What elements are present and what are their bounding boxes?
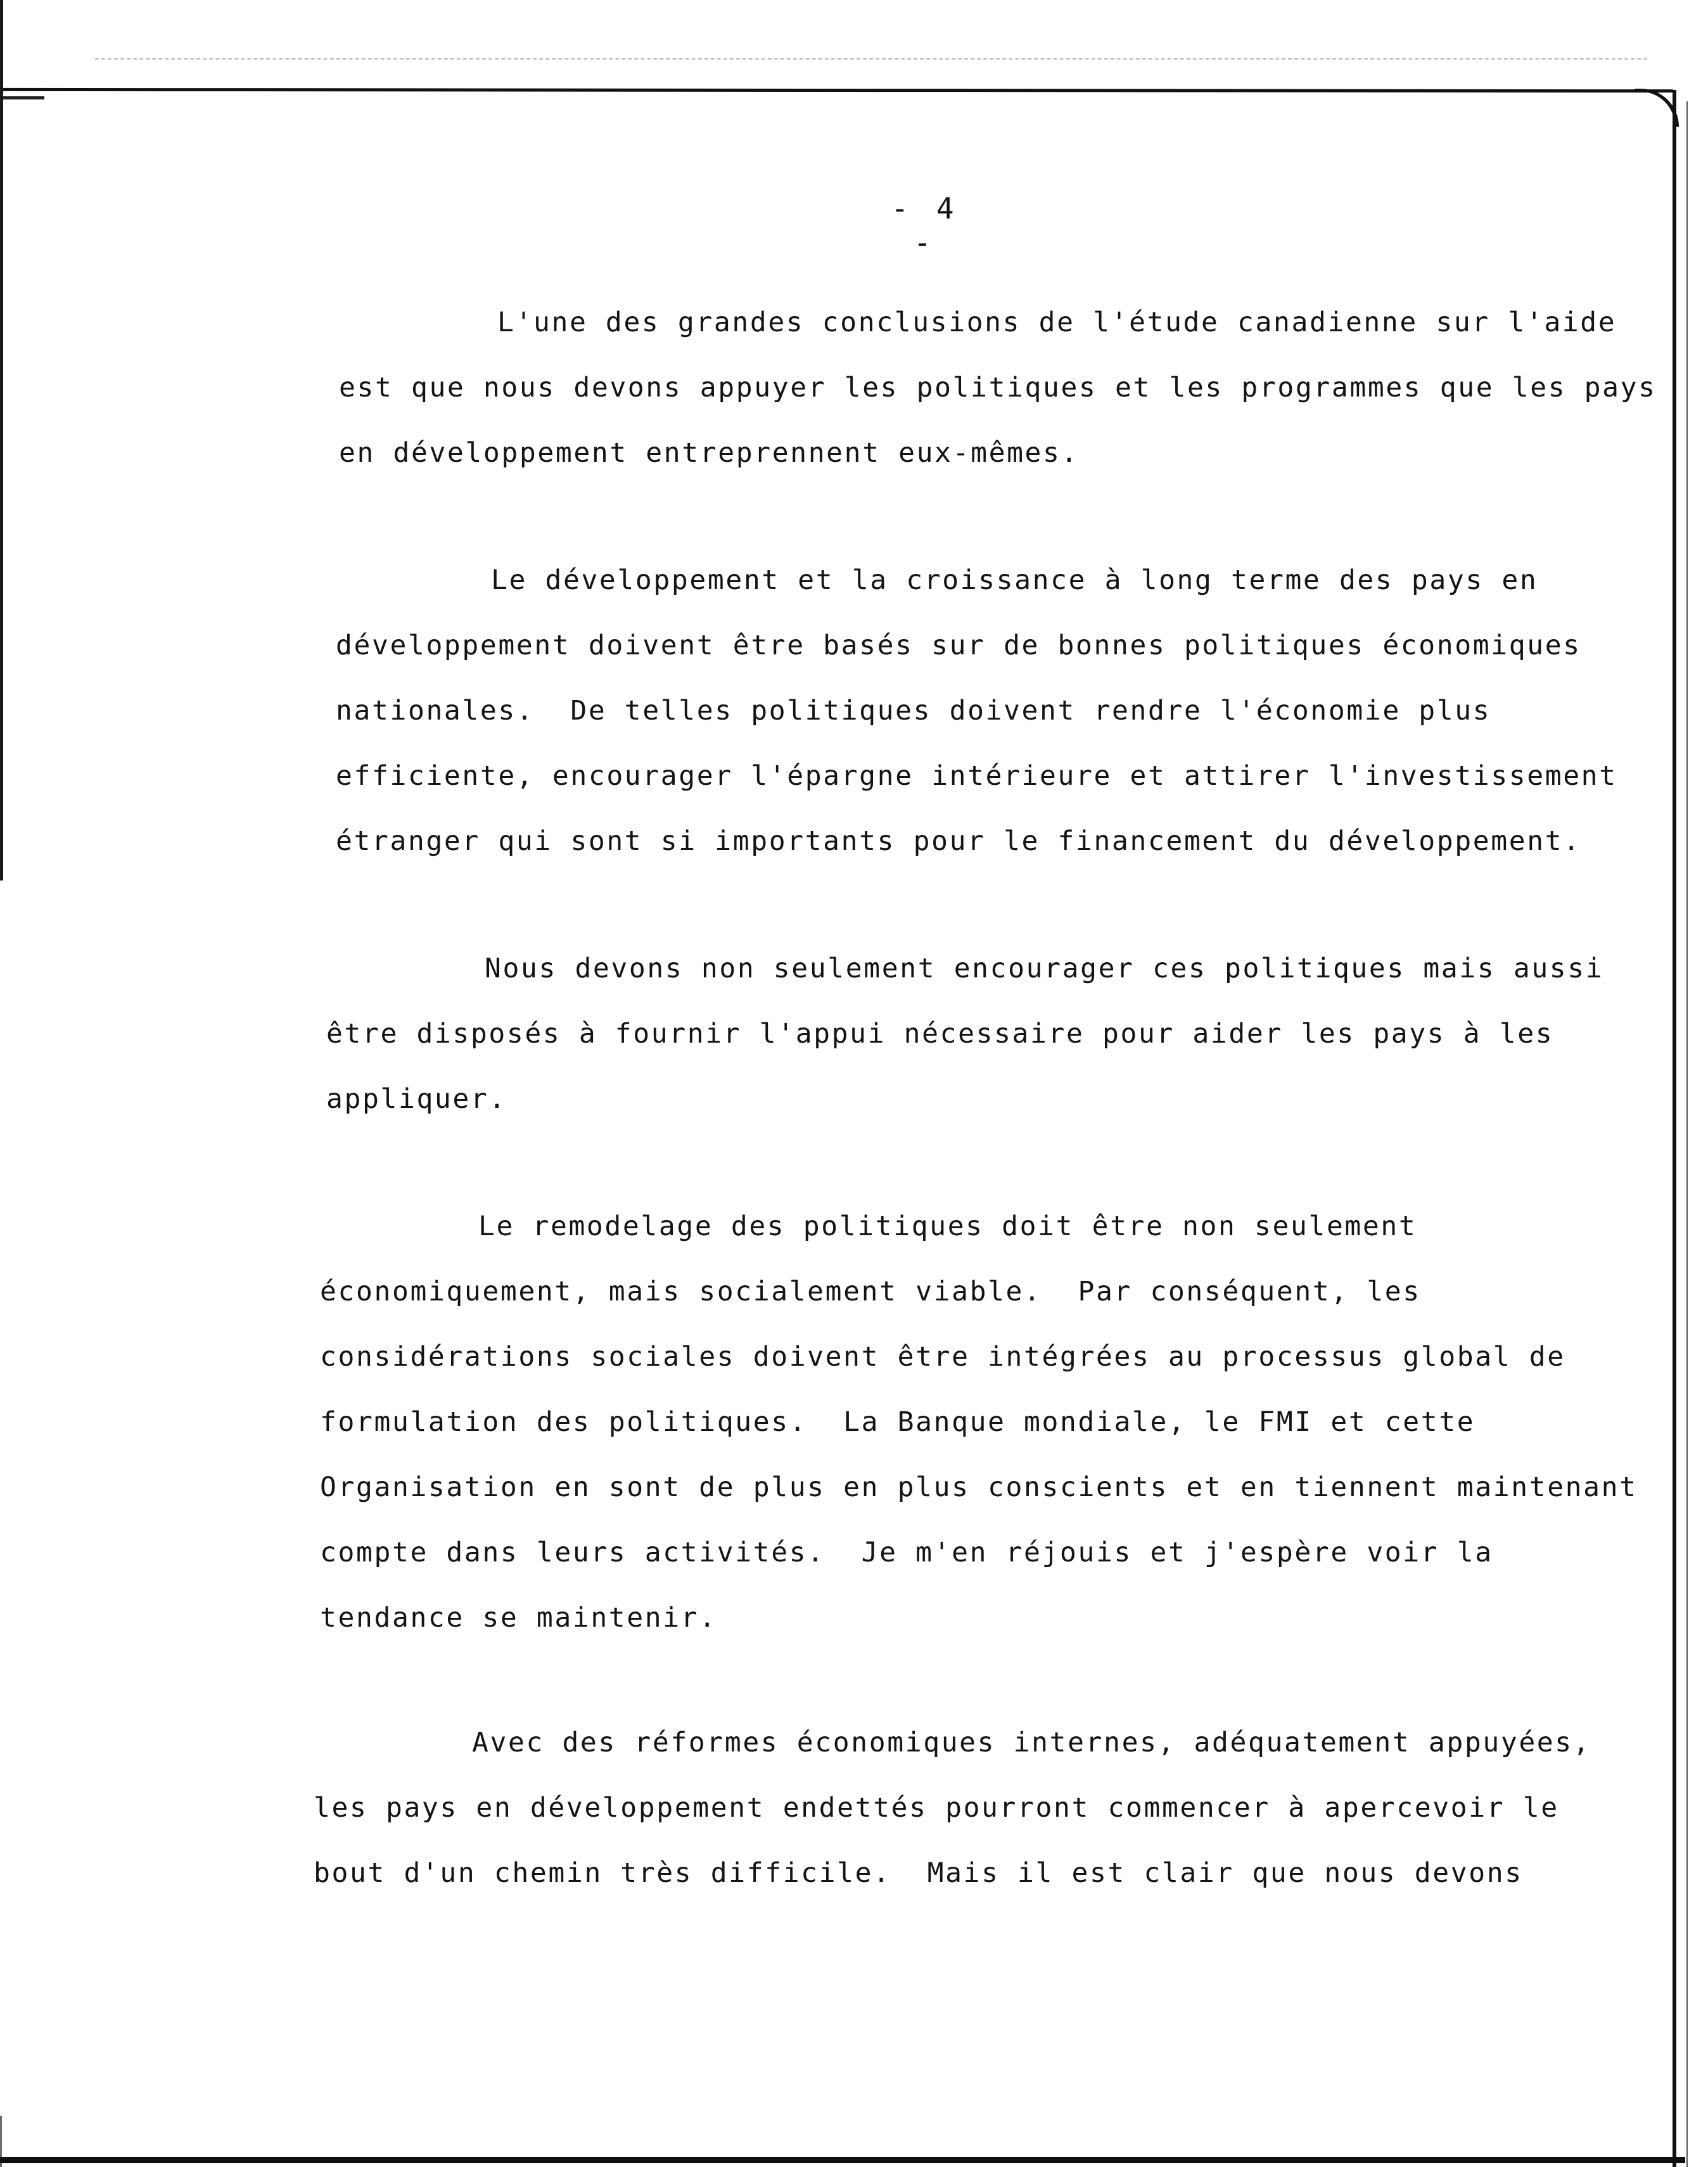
paragraph bbox=[314, 1710, 1591, 1906]
paragraph-line: économiquement, mais socialement viable. Par conséquent, les bbox=[320, 1276, 1421, 1307]
left-scan-edge bbox=[0, 0, 3, 880]
paragraph-line: considérations sociales doivent être intégrées au processus global de bbox=[320, 1341, 1565, 1373]
right-frame-inner-rule bbox=[1686, 101, 1688, 2167]
paragraph-line: les pays en développement endettés pourront commencer à apercevoir le bbox=[314, 1792, 1559, 1824]
paragraph bbox=[320, 1194, 1638, 1651]
paragraph-line: Avec des réformes économiques internes, adéquatement appuyées, bbox=[472, 1727, 1591, 1758]
paragraph-line: être disposés à fournir l'appui nécessaire pour aider les pays à les bbox=[326, 1018, 1554, 1050]
right-frame-rule bbox=[1673, 90, 1676, 2167]
paragraph-line: étranger qui sont si importants pour le financement du développement. bbox=[336, 825, 1581, 857]
paragraph-line: tendance se maintenir. bbox=[320, 1602, 717, 1634]
paragraph-line: efficiente, encourager l'épargne intérieure et attirer l'investissement bbox=[336, 760, 1617, 792]
paragraph-line: nationales. De telles politiques doivent rendre l'économie plus bbox=[336, 695, 1491, 727]
paragraph bbox=[339, 290, 1657, 486]
paragraph-line: Nous devons non seulement encourager ces politiques mais aussi bbox=[485, 953, 1604, 984]
paragraph-line: compte dans leurs activités. Je m'en réjouis et j'espère voir la bbox=[320, 1537, 1493, 1568]
paragraph-line: en développement entreprennent eux-mêmes. bbox=[339, 437, 1080, 469]
paragraph-line: Organisation en sont de plus en plus conscients et en tiennent maintenant bbox=[320, 1471, 1638, 1503]
paragraph-line: développement doivent être basés sur de bonnes politiques économiques bbox=[336, 630, 1581, 661]
scan-artifact-line bbox=[95, 58, 1647, 60]
paragraph-line: formulation des politiques. La Banque mondiale, le FMI et cette bbox=[320, 1406, 1475, 1438]
paragraph-line: est que nous devons appuyer les politiques et les programmes que les pays bbox=[339, 372, 1657, 404]
page-number: - 4 - bbox=[891, 191, 959, 260]
paragraph bbox=[336, 548, 1617, 874]
paragraph-line: Le remodelage des politiques doit être non seulement bbox=[478, 1211, 1417, 1242]
paragraph-line: L'une des grandes conclusions de l'étude canadienne sur l'aide bbox=[497, 307, 1617, 338]
paragraph-line: appliquer. bbox=[326, 1083, 507, 1115]
paragraph-line: bout d'un chemin très difficile. Mais il est clair que nous devons bbox=[314, 1857, 1523, 1889]
paragraph bbox=[326, 936, 1604, 1132]
bottom-frame-rule bbox=[0, 2157, 1685, 2163]
paragraph-line: Le développement et la croissance à long terme des pays en bbox=[491, 564, 1538, 596]
top-frame-hook bbox=[0, 96, 44, 99]
top-frame-rule bbox=[1, 88, 1674, 92]
